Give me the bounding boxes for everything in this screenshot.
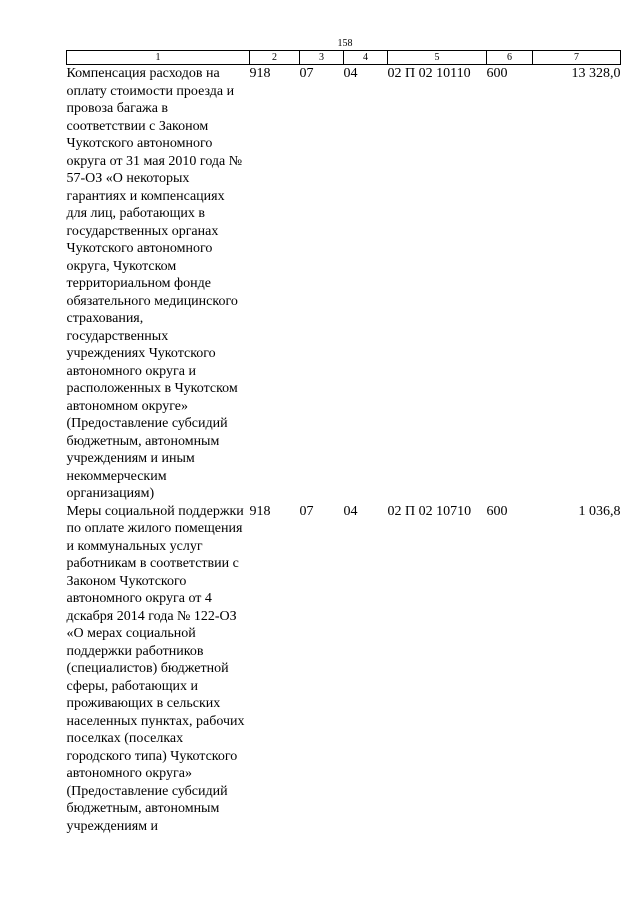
row-description: Компенсация расходов на оплату стоимости проезда и провоза багажа в соответствии с Законом Чукотского автономного округа от 31 мая 2010 года № 57-ОЗ «О некоторых гарантиях и компенсациях для лиц, работающих в государственных органах Чукотского автономного округа, Чукотском территориальном фонде обязательного медицинского страхования, государственных учреждениях Чукотского автономного округа и расположенных в Чукотском автономном округе» (Предоставление субсидий бюджетным, автономным учреждениям и иным некоммерческим организациям) xyxy=(66,66,243,501)
row-amount: 13 328,0 xyxy=(571,66,621,81)
row-subsection-code: 04 xyxy=(343,66,358,81)
row-amount: 1 036,8 xyxy=(578,503,621,519)
row-expense-type-code: 600 xyxy=(486,503,508,519)
column-number-row xyxy=(67,51,621,65)
table-row xyxy=(67,65,621,503)
column-number-5: 5 xyxy=(388,51,487,65)
row-grbs-code: 918 xyxy=(249,503,271,519)
row-description: Меры социальной поддержки по оплате жилого помещения и коммунальных услуг работникам в соответствии с Законом Чукотского автономного округа от 4 дскабря 2014 года № 122-ОЗ «О мерах социальной поддержки работников (специалистов) бюджетной сферы, работающих и проживающих в сельских населенных пунктах, рабочих поселках (поселках городского типа) Чукотского автономного округа» (Предоставление субсидий бюджетным, автономным учреждениям и xyxy=(66,503,245,834)
page-number: 158 xyxy=(337,38,353,49)
row-target-article-code: 02 П 02 10710 xyxy=(387,503,472,519)
row-grbs-code: 918 xyxy=(249,66,271,81)
column-number-7: 7 xyxy=(533,51,621,65)
row-section-code: 07 xyxy=(299,66,314,81)
column-number-3: 3 xyxy=(300,51,344,65)
column-number-6: 6 xyxy=(487,51,533,65)
row-target-article-code: 02 П 02 10110 xyxy=(387,66,471,81)
column-number-1: 1 xyxy=(67,51,250,65)
table-row xyxy=(67,503,621,836)
row-subsection-code: 04 xyxy=(343,503,358,519)
column-number-4: 4 xyxy=(344,51,388,65)
row-expense-type-code: 600 xyxy=(486,66,508,81)
budget-table xyxy=(66,50,621,835)
column-number-2: 2 xyxy=(250,51,300,65)
row-section-code: 07 xyxy=(299,503,314,519)
